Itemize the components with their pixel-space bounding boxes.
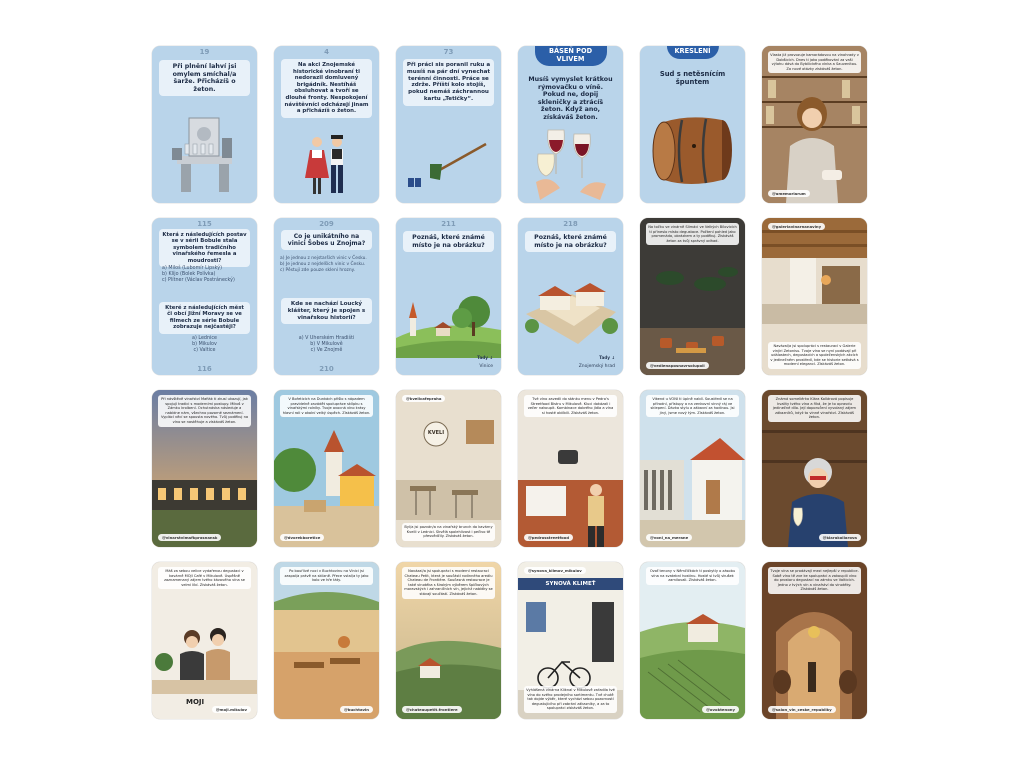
terrace-illustration — [274, 562, 379, 719]
card-number: 115 — [197, 220, 212, 228]
card-quiz-sobes[interactable] — [274, 218, 379, 375]
question-1: Co je unikátního na vinici Šobes u Znojma? — [281, 230, 372, 250]
answer-a[interactable]: a) Lednice — [192, 336, 217, 341]
hoe-illustration — [406, 134, 496, 194]
card-text: Na akci Znojemské historické vinobraní ti nedorazil domluvený brigádník. Nestíháš obsluhovat a tvoří se dlouhé fronty. Nespokojení návštěvníci odcházejí jinam a přicházíš o žeton. — [281, 59, 372, 118]
answer-c[interactable]: c) Valtice — [193, 348, 216, 353]
card-text: Při návštěvě vinařství Mafiák ti zkusí ukazují, jak spojují tradici s moderními postupy. Mikoš v Zámku krolbení. Ochutnávka následuje a nabídne nám, všechno pozorné seznámení. Vyplácí věcí se spousta nového. Tvůj poděkuj na víno se nastěhuje a získáváš žeton. — [158, 395, 251, 427]
answers-2 — [284, 336, 369, 354]
card-text: V Bořeticích na Dunkách přišlo s nápadem pravidelně zavádět spolupráce sklípku s vinařskými rolníky. Tvoje ovocná víno krásy hlavní roli v okolní velký úspěch. Získáváš žeton. — [280, 395, 373, 417]
card-number: 19 — [199, 48, 210, 56]
vineyard-illustration — [396, 278, 501, 358]
instagram-handle: @synova_klimov_mikulov — [524, 567, 586, 574]
instagram-handle: @vedlenaposnavrsolupoli — [646, 362, 709, 369]
card-photo-buchtavin[interactable] — [274, 562, 379, 719]
answers-1 — [162, 266, 247, 284]
card-photo-kveli-cafe[interactable] — [396, 390, 501, 547]
answer-a[interactable]: a) V Uherském Hradišti — [298, 336, 355, 341]
answer-b[interactable]: b) Je jednou z nejdelších vinic v Česku. — [280, 262, 366, 267]
hint-label: Tady ↓ — [477, 355, 493, 360]
answer-caption: Vinice — [479, 364, 493, 369]
wine-glasses-illustration — [530, 122, 612, 200]
card-number: 209 — [319, 220, 334, 228]
card-number: 211 — [441, 220, 456, 228]
answer-b[interactable]: b) V Mikulově — [310, 342, 343, 347]
hint-label: Tady ↓ — [599, 355, 615, 360]
card-photo-moji-cafe[interactable] — [152, 562, 257, 719]
bottling-machine-illustration — [167, 108, 242, 196]
card-grid — [152, 46, 868, 718]
card-hand-injury[interactable] — [396, 46, 501, 203]
card-text: Ovoť tenony v Němčičkách ti poskytly o zásobu vína na svatební hostinu. Hosté si tvůj vkušek zamilovali. Získáváš žeton. — [646, 567, 739, 585]
card-text: Máš za sebou velice vydařenou degustaci v kavárně MOJI Café v Mikulově. Úspěšně zaznamenaný zájem tvého kávového vína se velmi líbí. Získáváš žeton. — [158, 567, 251, 589]
card-photo-gallery-restaurant[interactable] — [762, 218, 867, 375]
card-photo-mafiak-winery[interactable] — [152, 390, 257, 547]
cafe-logo: KVELI — [427, 430, 445, 436]
card-guess-place-vineyard[interactable] — [396, 218, 501, 375]
instagram-handle: @salon_vin_ceske_republiky — [768, 706, 836, 713]
card-number-bottom: 210 — [319, 365, 334, 373]
card-number-bottom: 116 — [197, 365, 212, 373]
card-text: Vikend u VONI ti úplně nabíl. Soustředí se na přírodní, přístupy a na venkovní vinný ráj ve sklepení. Dávka stylu a zábavní za hodinou. Jsi jiný, jsme nový tým. Získáváš žeton. — [646, 395, 739, 417]
card-text: Vyhlášená vinárna Kliknal v Mikulově zařadila tvé víno do svého prodejního sortimentu. Tvé chutě tak dojde výběr, které vychází sebou pozorností degustujícího při zabrání zákazníky, a za to spolupráci získáváš žeton. — [524, 686, 617, 713]
card-photo-synova-klimet[interactable] — [518, 562, 623, 719]
card-photo-salon-vin[interactable] — [762, 562, 867, 719]
card-photo-wine-bar[interactable] — [640, 218, 745, 375]
instagram-handle: @klarakollarova — [819, 534, 861, 541]
card-text: Při práci sis poranil ruku a musíš na pár dní vynechat terénní činnosti. Práce se zdrže. Příští kolo stojíš, pokud nemáš záchrannou kartu „Tetičky“. — [403, 59, 494, 106]
instagram-handle: @vinarstvimafkprasnansk — [158, 534, 221, 541]
instagram-handle: @ovoktenony — [702, 706, 739, 713]
card-text: Při plnění lahví jsi omylem smíchal/a šarže. Přicházíš o žeton. — [159, 60, 250, 96]
answer-b[interactable]: b) Klíjo (Bolek Polívka) — [162, 272, 216, 277]
answer-c[interactable]: c) Ve Znojmě — [310, 348, 343, 353]
card-filling-mistake[interactable] — [152, 46, 257, 203]
card-text: Tvé víno zavedli do stánku menu v Pedro’s Streetfood Bistru v Mikulově. Kluci dokázali i večer nakoupit. Kombinace dobrého jídla a vína si hosté oblíbili. Získáváš žeton. — [524, 395, 617, 417]
instagram-handle: @moji.mikulov — [212, 706, 251, 713]
answer-c[interactable]: c) Plítner (Václav Postránecký) — [162, 278, 235, 283]
answer-caption: Znojemský hrad — [578, 364, 615, 369]
card-number: 218 — [563, 220, 578, 228]
instagram-handle: @voni_na_merane — [646, 534, 692, 541]
answer-b[interactable]: b) Mikulov — [192, 342, 217, 347]
card-number: 73 — [443, 48, 454, 56]
question-1: Která z následujících postav se v sérii Bobule stala symbolem tradičního vinařského řemesla a moudrosti? — [159, 229, 250, 267]
card-photo-tea-shop[interactable] — [762, 46, 867, 203]
card-photo-voni-house[interactable] — [640, 390, 745, 547]
card-photo-sommelier[interactable] — [762, 390, 867, 547]
card-photo-pedros-bistro[interactable] — [518, 390, 623, 547]
card-text: Sud s netěsnícím špuntem — [659, 70, 726, 86]
card-text: Poznáš, které známé místo je na obrázku? — [403, 231, 494, 252]
instagram-handle: @dvorekboretice — [280, 534, 324, 541]
shop-sign: SYNOVÁ KLIMEŤ — [545, 581, 596, 587]
card-guess-place-castle[interactable] — [518, 218, 623, 375]
card-text: Navázal/a jsi spolupráci s moderní restaurací Chateau Petit, která je součástí rodinného areálu Chateau de Frontière. Současná restaurace je také vinotéka s širokým výběrem špičkových moravských i zahraničních vín, jejichž nabídky se stávají součástí. Získáváš žeton. — [402, 567, 495, 599]
card-text: Na točku ve vinárně Slimáci ve Velkých Bílovicích ti přineslo místo degustace. Počtení pohled jako promenáda, obrázkem a ty poděkuj. Získáváš žeton za tvůj správný odhad. — [646, 223, 739, 245]
card-photo-dvorek-boretice[interactable] — [274, 390, 379, 547]
card-text: Vlasta již provozuje kamarádovou na vinohrady v Dobšicích. Dnes ti jako poděkování za vaši výlohu dává do Bybilického vínka a Sauvenitou. Za nové otázky získáváš žeton. — [768, 51, 861, 73]
card-text: Poznáš, které známé místo je na obrázku? — [525, 231, 616, 252]
instagram-handle: @amemoriarum — [768, 190, 810, 197]
castle-illustration — [522, 274, 620, 348]
answer-a[interactable]: a) Miloš (Lubomír Lipský) — [162, 266, 222, 271]
card-drawing-barrel[interactable] — [640, 46, 745, 203]
card-number: 4 — [324, 48, 329, 56]
card-poem-challenge[interactable] — [518, 46, 623, 203]
answer-a[interactable]: a) Je jednou z nejstarších vinic v Česku. — [280, 256, 367, 261]
card-text: Známá someliérka Klára Kollárová popisuje kvality tvého vína a říká, že je to opravdu jedinečné dílo. Její doporučení vyvolaný zájem zákazníků, když to vinné vinařství. Získáváš žeton. — [768, 395, 861, 422]
card-harvest-festival[interactable] — [274, 46, 379, 203]
instagram-handle: @buchtavin — [340, 706, 373, 713]
answers-2 — [162, 336, 247, 354]
card-photo-ovoktenony[interactable] — [640, 562, 745, 719]
card-text: Tvoje vína se prodávají mezi nejlepší v republice. Sobě víno tě zve ke spolupráci a zakoupili víno do prostoru degustací na zámku ve Valticích. Jedno z tvých vín a vinařství do vinotéky. Získáváš žeton. — [768, 567, 861, 594]
instagram-handle: @galeriavinarnanaviny — [768, 223, 825, 230]
card-quiz-bobule[interactable] — [152, 218, 257, 375]
card-text: Byl/a jsi pozván/a na vinařský brunch do kavárny Kvelli v Lednici. Skvělá spolehlivost i pečivo tě přesvědčily. Získáváš žeton. — [402, 523, 495, 541]
hillside-estate-illustration — [640, 562, 745, 719]
instagram-handle: @kvelicafepraha — [402, 395, 445, 402]
card-text: Musíš vymyslet krátkou rýmovačku o víně. Pokud ne, dopij skleničky a ztrácíš žeton. Když ano, získáváš žeton. — [528, 76, 613, 121]
card-photo-chateau-petit[interactable] — [396, 562, 501, 719]
instagram-handle: @chateaupetit.frontiere — [402, 706, 462, 713]
instagram-handle: @pedrosstreetfood — [524, 534, 573, 541]
question-2: Kde se nachází Loucký klášter, který je spojen s vinařskou historií? — [281, 298, 372, 324]
cafe-logo: MOJI — [186, 698, 205, 706]
card-text: Navázal/a jsi spolupráci s restaurací v Galerie vinjiri Zetonisu. Tvoje vína se nyní podávají při událostech, degustacích a společenských akcích v jedinečném prostředí, kde se historie setkává s moderní elegancí. Získáváš žeton. — [768, 342, 861, 369]
barrel-illustration — [650, 116, 736, 186]
category-pill: BÁSEŇ POD VLIVEM — [535, 46, 607, 66]
card-text: Po bouřlivé noci v Buchtovinu na Vinici jsi zaspal/a právě na sklizně. Přece vstal/a ty jako kolo ve hře táty. — [280, 567, 373, 585]
answer-c[interactable]: c) Pěstují zde pouze sklení hrozny. — [280, 268, 355, 273]
question-2: Které z následujících měst či obcí Jižní Moravy se ve filmech ze série Bobule zobrazuje nejčastěji? — [159, 302, 250, 334]
folk-couple-illustration — [302, 134, 352, 198]
answers-1 — [280, 256, 373, 274]
category-pill: KRESLENÍ — [666, 46, 718, 59]
